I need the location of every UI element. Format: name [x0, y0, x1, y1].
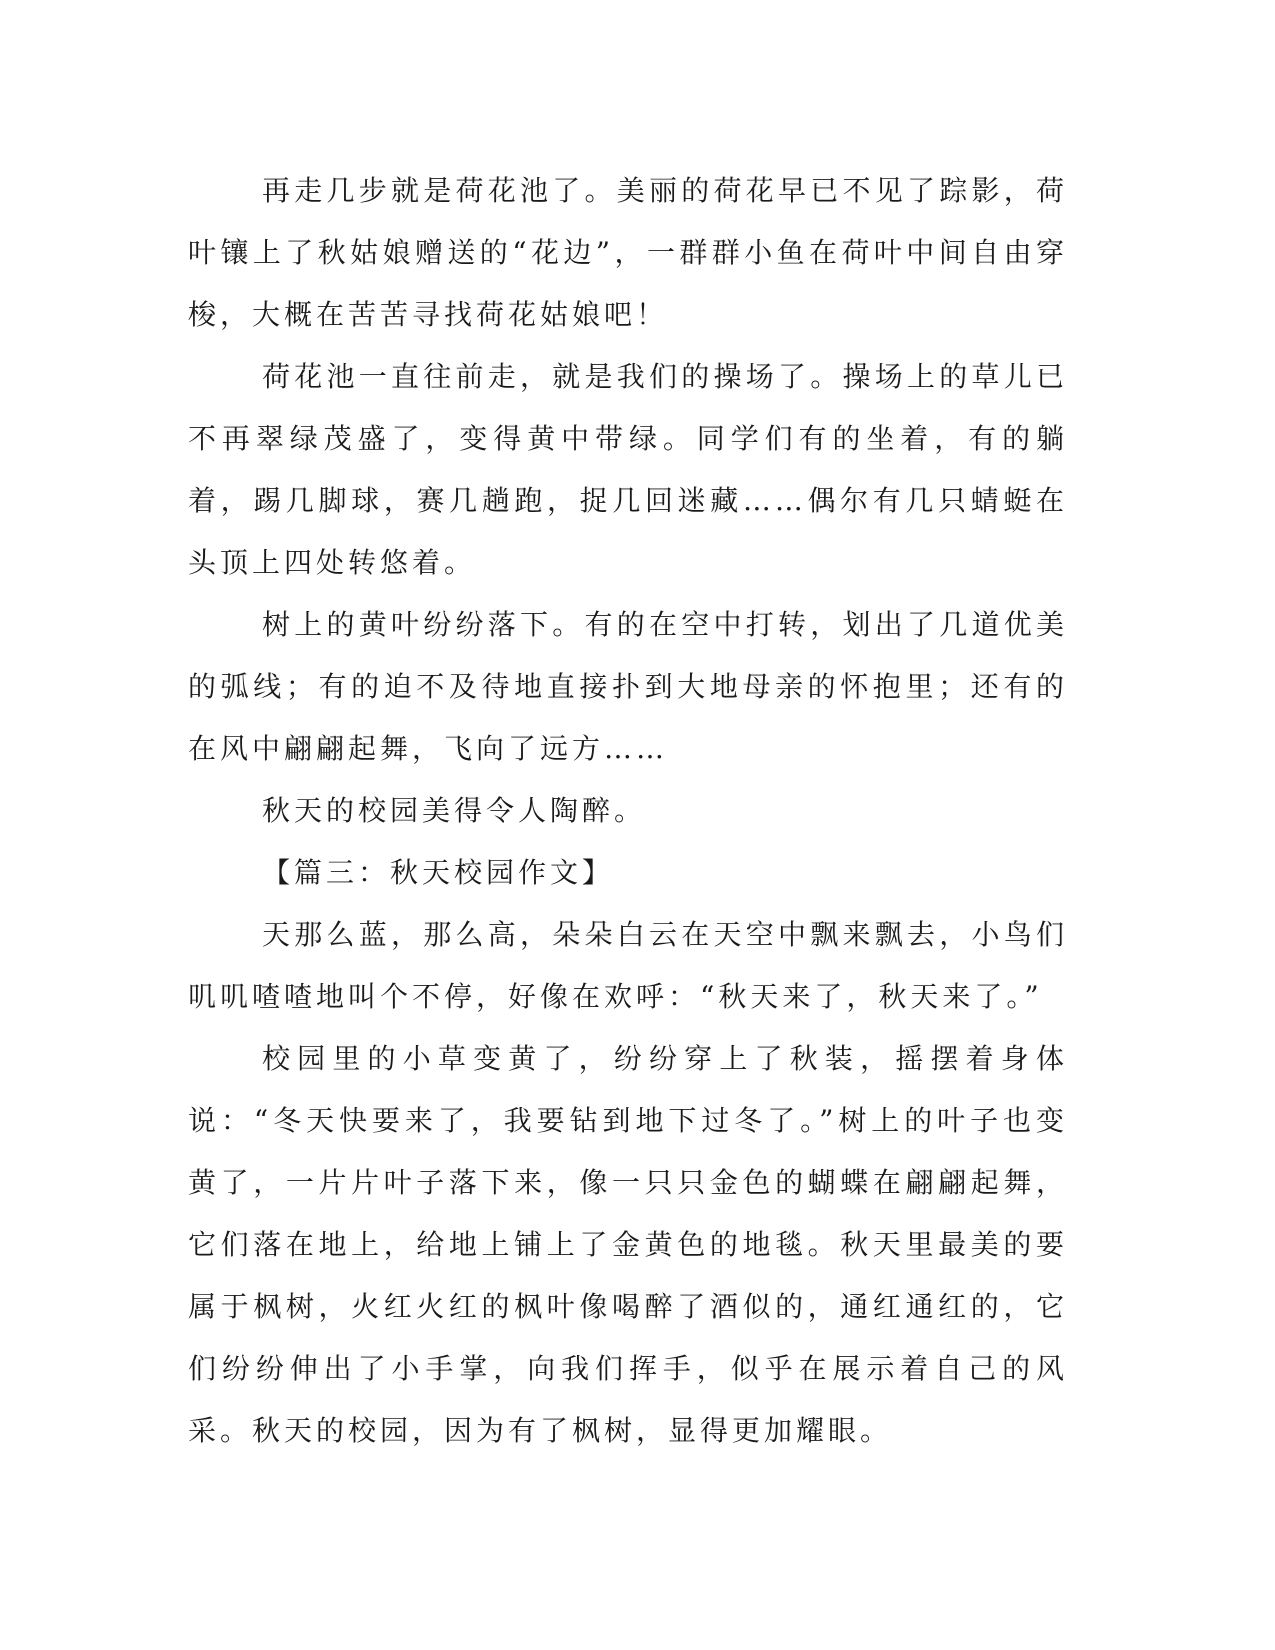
paragraph-maple-trees: 校园里的小草变黄了，纷纷穿上了秋装，摇摆着身体说：“冬天快要来了，我要钻到地下过冬了。”树上的叶子也变黄了，一片片叶子落下来，像一只只金色的蝴蝶在翩翩起舞，它们落在地上，给地上铺上了金黄色的地毯。秋天里最美的要属于枫树，火红火红的枫叶像喝醉了酒似的，通红通红的，它们纷纷伸出了小手掌，向我们挥手，似乎在展示着自己的风采。秋天的校园，因为有了枫树，显得更加耀眼。: [188, 1042, 1068, 1447]
paragraph-blue-sky: 天那么蓝，那么高，朵朵白云在天空中飘来飘去，小鸟们叽叽喳喳地叫个不停，好像在欢呼：“秋天来了，秋天来了。”: [188, 918, 1068, 1013]
paragraph-conclusion: 秋天的校园美得令人陶醉。: [262, 794, 647, 827]
document-body: [188, 160, 1068, 1462]
paragraph-playground: 荷花池一直往前走，就是我们的操场了。操场上的草儿已不再翠绿茂盛了，变得黄中带绿。同学们有的坐着，有的躺着，踢几脚球，赛几趟跑，捉几回迷藏……偶尔有几只蜻蜓在头顶上四处转悠着。: [188, 360, 1068, 579]
paragraph-lotus-pond: 再走几步就是荷花池了。美丽的荷花早已不见了踪影，荷叶镶上了秋姑娘赠送的“花边”，一群群小鱼在荷叶中间自由穿梭，大概在苦苦寻找荷花姑娘吧！: [188, 174, 1068, 331]
paragraph-falling-leaves: 树上的黄叶纷纷落下。有的在空中打转，划出了几道优美的弧线；有的迫不及待地直接扑到大地母亲的怀抱里；还有的在风中翩翩起舞，飞向了远方……: [188, 608, 1068, 765]
section-heading: 【篇三：秋天校园作文】: [262, 856, 615, 889]
